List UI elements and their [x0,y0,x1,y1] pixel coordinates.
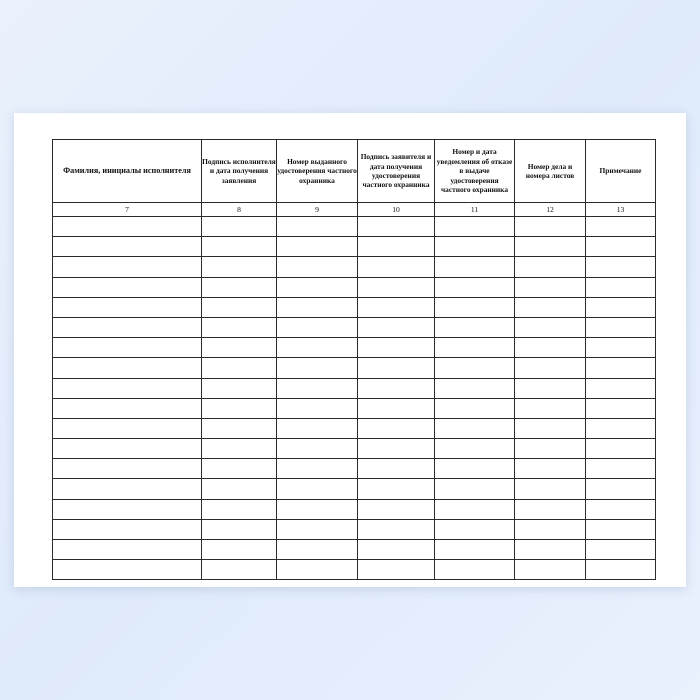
table-cell-empty[interactable] [202,418,277,438]
table-cell-empty[interactable] [515,499,586,519]
table-cell-empty[interactable] [277,439,358,459]
table-cell-empty[interactable] [435,358,515,378]
table-cell-empty[interactable] [435,540,515,560]
table-row [53,317,656,337]
table-cell-empty[interactable] [53,297,202,317]
table-cell-empty[interactable] [53,217,202,237]
table-cell-empty[interactable] [53,560,202,580]
table-cell-empty[interactable] [435,439,515,459]
table-cell-empty[interactable] [358,418,435,438]
table-cell-empty[interactable] [53,277,202,297]
table-cell-empty[interactable] [358,499,435,519]
table-row [53,459,656,479]
table-cell-empty[interactable] [515,540,586,560]
column-header-executor-name: Фамилия, инициалы исполнителя [53,140,202,203]
table-cell-empty[interactable] [202,378,277,398]
column-header-case-and-sheet-numbers: Номер дела и номера листов [515,140,586,203]
table-cell-empty[interactable] [53,479,202,499]
table-cell-empty[interactable] [202,338,277,358]
table-cell-empty[interactable] [277,499,358,519]
table-cell-empty[interactable] [53,378,202,398]
table-cell-empty[interactable] [202,398,277,418]
table-cell-empty[interactable] [586,418,656,438]
table-cell-empty[interactable] [515,217,586,237]
table-cell-empty[interactable] [53,317,202,337]
table-cell-empty[interactable] [586,317,656,337]
table-row [53,297,656,317]
table-cell-empty[interactable] [435,277,515,297]
table-cell-empty[interactable] [277,540,358,560]
column-header-executor-signature-date: Подпись исполнителя и дата получения заявления [202,140,277,203]
table-cell-empty[interactable] [358,479,435,499]
table-cell-empty[interactable] [435,398,515,418]
table-cell-empty[interactable] [358,257,435,277]
table-cell-empty[interactable] [202,459,277,479]
table-row [53,277,656,297]
table-cell-empty[interactable] [53,237,202,257]
table-cell-empty[interactable] [202,560,277,580]
table-cell-empty[interactable] [202,439,277,459]
column-number-9: 9 [277,203,358,217]
table-row [53,378,656,398]
table-body [53,217,656,580]
table-cell-empty[interactable] [515,378,586,398]
table-cell-empty[interactable] [515,479,586,499]
table-cell-empty[interactable] [435,217,515,237]
table-cell-empty[interactable] [435,499,515,519]
table-cell-empty[interactable] [435,479,515,499]
table-cell-empty[interactable] [53,398,202,418]
table-cell-empty[interactable] [277,418,358,438]
table-cell-empty[interactable] [53,540,202,560]
table-cell-empty[interactable] [277,297,358,317]
table-cell-empty[interactable] [358,519,435,539]
table-cell-empty[interactable] [515,519,586,539]
table-cell-empty[interactable] [586,338,656,358]
column-number-13: 13 [586,203,656,217]
table-cell-empty[interactable] [358,217,435,237]
column-header-refusal-notice: Номер и дата уведомления об отказе в выдаче удостоверения частного охранника [435,140,515,203]
table-cell-empty[interactable] [277,338,358,358]
table-cell-empty[interactable] [358,378,435,398]
table-row [53,439,656,459]
table-cell-empty[interactable] [53,338,202,358]
table-cell-empty[interactable] [515,317,586,337]
table-cell-empty[interactable] [358,338,435,358]
header-row [53,140,656,203]
column-number-12: 12 [515,203,586,217]
table-cell-empty[interactable] [515,358,586,378]
table-cell-empty[interactable] [515,237,586,257]
table-cell-empty[interactable] [586,459,656,479]
table-cell-empty[interactable] [586,560,656,580]
table-cell-empty[interactable] [515,398,586,418]
table-cell-empty[interactable] [586,479,656,499]
table-cell-empty[interactable] [515,439,586,459]
table-cell-empty[interactable] [586,277,656,297]
table-cell-empty[interactable] [586,439,656,459]
table-cell-empty[interactable] [586,378,656,398]
table-cell-empty[interactable] [277,519,358,539]
table-cell-empty[interactable] [202,519,277,539]
table-cell-empty[interactable] [358,237,435,257]
column-header-applicant-signature-date: Подпись заявителя и дата получения удостоверения частного охранника [358,140,435,203]
table-cell-empty[interactable] [277,378,358,398]
column-number-row [53,203,656,217]
column-number-7: 7 [53,203,202,217]
table-cell-empty[interactable] [53,418,202,438]
table-cell-empty[interactable] [435,459,515,479]
table-cell-empty[interactable] [435,237,515,257]
table-cell-empty[interactable] [586,217,656,237]
table-cell-empty[interactable] [435,519,515,539]
table-cell-empty[interactable] [358,297,435,317]
table-cell-empty[interactable] [277,217,358,237]
column-number-11: 11 [435,203,515,217]
table-cell-empty[interactable] [358,398,435,418]
table-row [53,237,656,257]
table-head [53,140,656,217]
table-cell-empty[interactable] [586,358,656,378]
table-cell-empty[interactable] [586,519,656,539]
table-cell-empty[interactable] [202,277,277,297]
table-cell-empty[interactable] [277,257,358,277]
table-cell-empty[interactable] [53,257,202,277]
table-cell-empty[interactable] [277,317,358,337]
table-cell-empty[interactable] [586,297,656,317]
table-cell-empty[interactable] [435,378,515,398]
table-cell-empty[interactable] [202,499,277,519]
table-row [53,560,656,580]
column-number-8: 8 [202,203,277,217]
table-cell-empty[interactable] [586,540,656,560]
table-row [53,499,656,519]
table-cell-empty[interactable] [277,479,358,499]
table-cell-empty[interactable] [435,317,515,337]
table-cell-empty[interactable] [358,317,435,337]
table-row [53,217,656,237]
table-cell-empty[interactable] [358,277,435,297]
table-cell-empty[interactable] [515,277,586,297]
table-row [53,519,656,539]
table-row [53,257,656,277]
table-row [53,479,656,499]
table-cell-empty[interactable] [53,358,202,378]
table-row [53,398,656,418]
table-row [53,418,656,438]
table-cell-empty[interactable] [202,479,277,499]
table-cell-empty[interactable] [515,459,586,479]
table-cell-empty[interactable] [202,237,277,257]
table-cell-empty[interactable] [277,237,358,257]
table-cell-empty[interactable] [515,338,586,358]
table-cell-empty[interactable] [358,358,435,378]
table-cell-empty[interactable] [435,418,515,438]
table-cell-empty[interactable] [202,217,277,237]
table-cell-empty[interactable] [202,358,277,378]
table-cell-empty[interactable] [202,257,277,277]
table-cell-empty[interactable] [586,499,656,519]
table-cell-empty[interactable] [515,418,586,438]
journal-table-container [52,139,648,580]
table-cell-empty[interactable] [515,257,586,277]
table-cell-empty[interactable] [586,398,656,418]
table-cell-empty[interactable] [586,237,656,257]
table-row [53,540,656,560]
table-cell-empty[interactable] [358,459,435,479]
table-cell-empty[interactable] [53,519,202,539]
column-header-note: Примечание [586,140,656,203]
table-cell-empty[interactable] [202,297,277,317]
table-cell-empty[interactable] [358,439,435,459]
table-cell-empty[interactable] [435,297,515,317]
table-cell-empty[interactable] [53,459,202,479]
table-cell-empty[interactable] [202,317,277,337]
table-row [53,358,656,378]
table-cell-empty[interactable] [277,398,358,418]
table-cell-empty[interactable] [277,358,358,378]
table-cell-empty[interactable] [202,540,277,560]
table-cell-empty[interactable] [53,499,202,519]
table-cell-empty[interactable] [358,560,435,580]
table-cell-empty[interactable] [277,560,358,580]
column-header-certificate-number: Номер выданного удостоверения частного охранника [277,140,358,203]
table-cell-empty[interactable] [586,257,656,277]
journal-table [52,139,656,580]
table-cell-empty[interactable] [53,439,202,459]
table-cell-empty[interactable] [277,459,358,479]
table-cell-empty[interactable] [435,257,515,277]
table-cell-empty[interactable] [358,540,435,560]
table-cell-empty[interactable] [515,560,586,580]
table-cell-empty[interactable] [277,277,358,297]
table-cell-empty[interactable] [435,560,515,580]
table-cell-empty[interactable] [515,297,586,317]
table-row [53,338,656,358]
column-number-10: 10 [358,203,435,217]
table-cell-empty[interactable] [435,338,515,358]
document-page [14,113,686,587]
